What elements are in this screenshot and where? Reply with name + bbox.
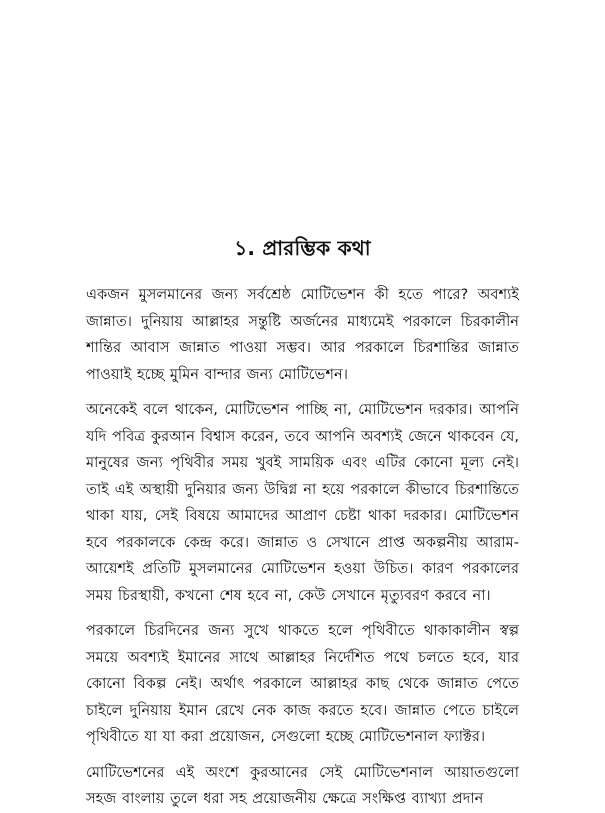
paragraph-2: অনেকেই বলে থাকেন, মোটিভেশন পাচ্ছি না, মোটিভেশন দরকার। আপনি যদি পবিত্র কুরআন বিশ্বাস করেন, তবে আপনি অবশ্যই জেনে থাকবেন যে, মানুষের জন্য পৃথিবীর সময় খুবই সাময়িক এবং এটির কোনো মূল্য নেই। তাই এই অস্থায়ী দুনিয়ার জন্য উদ্বিগ্ন না হয়ে পরকালে কীভাবে চিরশান্তিতে থাকা যায়, সেই বিষয়ে আমাদের আপ্রাণ চেষ্টা থাকা দরকার। মোটিভেশন হবে পরকালকে কেন্দ্র করে। জান্নাত ও সেখানে প্রাপ্ত অকল্পনীয় আরাম-আয়েশই প্রতিটি মুসলমানের মোটিভেশন হওয়া উচিত। কারণ পরকালের সময় চিরস্থায়ী, কখনো শেষ হবে না, কেউ সেখানে মৃত্যুবরণ করবে না।: [86, 401, 519, 604]
paragraph-3: পরকালে চিরদিনের জন্য সুখে থাকতে হলে পৃথিবীতে থাকাকালীন স্বল্প সময়ে অবশ্যই ইমানের সাথে আল্লাহর নির্দেশিত পথে চলতে হবে, যার কোনো বিকল্প নেই। অর্থাৎ পরকালে আল্লাহর কাছ থেকে জান্নাত পেতে চাইলে দুনিয়ায় ইমান রেখে নেক কাজ করতে হবে। জান্নাত পেতে চাইলে পৃথিবীতে যা যা করা প্রয়োজন, সেগুলো হচ্ছে মোটিভেশনাল ফ্যাক্টর।: [86, 622, 519, 745]
paragraph-4: মোটিভেশনের এই অংশে কুরআনের সেই মোটিভেশনাল আয়াতগুলো সহজ বাংলায় তুলে ধরা সহ প্রয়োজনীয় ক্ষেত্রে সংক্ষিপ্ত ব্যাখ্যা প্রদান: [86, 763, 519, 807]
chapter-title: ১. প্রারম্ভিক কথা: [234, 236, 371, 260]
paragraph-1: একজন মুসলমানের জন্য সর্বশ্রেষ্ঠ মোটিভেশন কী হতে পারে? অবশ্যই জান্নাত। দুনিয়ায় আল্লাহর সন্তুষ্টি অর্জনের মাধ্যমেই পরকালে চিরকালীন শান্তির আবাস জান্নাত পাওয়া সম্ভব। আর পরকালে চিরশান্তির জান্নাত পাওয়াই হচ্ছে মুমিন বান্দার জন্য মোটিভেশন।: [86, 286, 519, 383]
